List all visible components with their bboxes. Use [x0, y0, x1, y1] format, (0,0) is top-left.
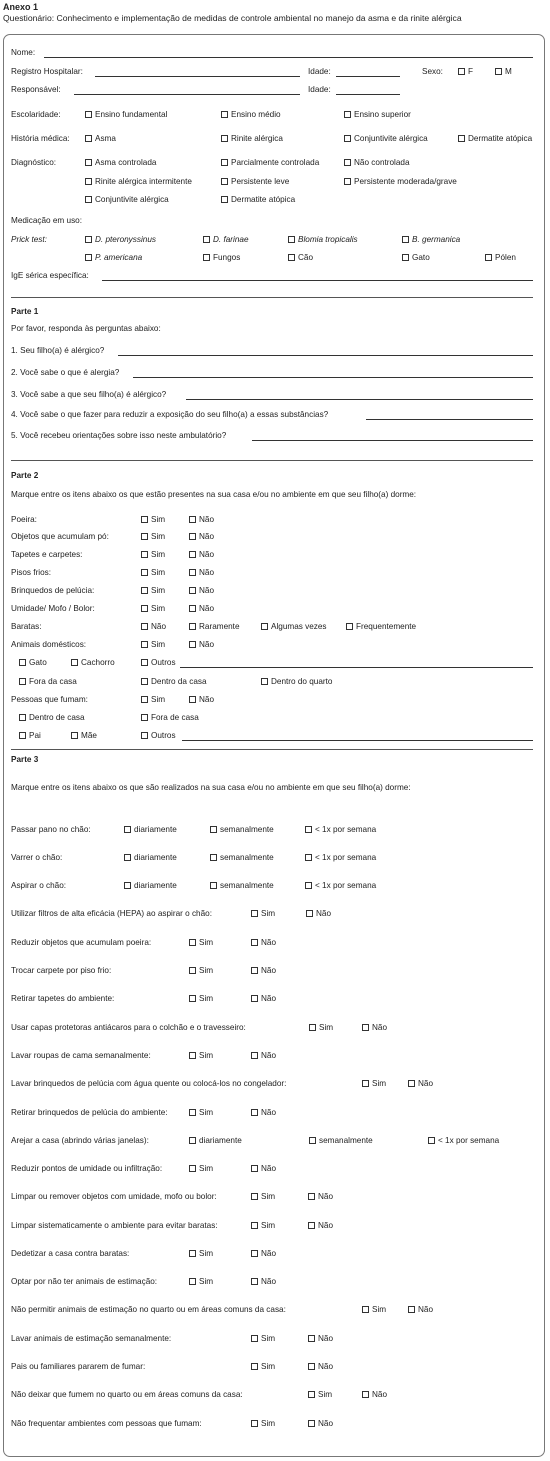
idade-field[interactable]: [336, 76, 400, 77]
q3-label: 3. Você sabe a que seu filho(a) é alérgico?: [11, 390, 167, 399]
p3-item-2-semanalmente-checkbox[interactable]: [210, 854, 217, 861]
q1-label: 1. Seu filho(a) é alérgico?: [11, 346, 105, 355]
prick-fungos-checkbox[interactable]: [203, 254, 210, 261]
p2-animais-dentro-quarto-checkbox[interactable]: [261, 678, 268, 685]
p2-objetos-sim-checkbox[interactable]: [141, 533, 148, 540]
p2-animais-cachorro-label: Cachorro: [81, 658, 115, 667]
p2-objetos-label: Objetos que acumulam pó:: [11, 532, 109, 541]
p2-brinquedos-sim-label: Sim: [151, 586, 166, 595]
prick-polen-label: Pólen: [495, 253, 516, 262]
p2-poeira-nao-checkbox[interactable]: [189, 516, 196, 523]
p2-fumam-outros-label: Outros: [151, 731, 176, 740]
p2-baratas-nao-label: Não: [151, 622, 167, 631]
p2-fumam-nao-checkbox[interactable]: [189, 696, 196, 703]
p3-item-12-diariamente-checkbox[interactable]: [189, 1137, 196, 1144]
p2-pisos-sim-label: Sim: [151, 568, 166, 577]
p3-item-2-menos1x-label: < 1x por semana: [315, 853, 377, 862]
p2-animais-outros-label: Outros: [151, 658, 176, 667]
p3-item-8-label: Usar capas protetoras antiácaros para o colchão e o travesseiro:: [11, 1023, 246, 1032]
p3-item-16-nao-checkbox[interactable]: [251, 1250, 258, 1257]
diag-dermatite-checkbox[interactable]: [221, 196, 228, 203]
p2-tapetes-label: Tapetes e carpetes:: [11, 550, 83, 559]
q2-label: 2. Você sabe o que é alergia?: [11, 368, 120, 377]
p3-item-22-sim-checkbox[interactable]: [251, 1420, 258, 1427]
esc-fundamental-label: Ensino fundamental: [95, 110, 168, 119]
idade-resp-label: Idade:: [308, 85, 331, 94]
p3-item-21-nao-label: Não: [372, 1390, 388, 1399]
p2-fumam-label: Pessoas que fumam:: [11, 695, 88, 704]
hist-asma-label: Asma: [95, 134, 116, 143]
p2-animais-fora-checkbox[interactable]: [19, 678, 26, 685]
p3-item-14-nao-checkbox[interactable]: [308, 1193, 315, 1200]
p3-item-16-label: Dedetizar a casa contra baratas:: [11, 1249, 130, 1258]
prick-gato-checkbox[interactable]: [402, 254, 409, 261]
sexo-f-label: F: [468, 67, 474, 76]
p3-item-2-menos1x-checkbox[interactable]: [305, 854, 312, 861]
hist-rinite-checkbox[interactable]: [221, 135, 228, 142]
registro-field[interactable]: [95, 76, 300, 77]
p3-item-5-nao-label: Não: [261, 938, 277, 947]
p2-baratas-raramente-checkbox[interactable]: [189, 623, 196, 630]
p3-item-17-sim-label: Sim: [199, 1277, 214, 1286]
p3-item-10-sim-label: Sim: [372, 1079, 387, 1088]
p3-item-4-label: Utilizar filtros de alta eficácia (HEPA) ao aspirar o chão:: [11, 909, 212, 918]
p3-item-11-sim-label: Sim: [199, 1108, 214, 1117]
p3-item-2-semanalmente-label: semanalmente: [220, 853, 274, 862]
p3-item-18-sim-checkbox[interactable]: [362, 1306, 369, 1313]
hist-dermatite-label: Dermatite atópica: [468, 134, 533, 143]
parte2-intro: Marque entre os itens abaixo os que estão presentes na sua casa e/ou no ambiente em que seu filho(a) dorme:: [11, 490, 417, 499]
diag-asma-controlada-checkbox[interactable]: [85, 159, 92, 166]
questionnaire-subtitle: Questionário: Conhecimento e implementação de medidas de controle ambiental no manejo da asma e da rinite alérgica: [3, 13, 462, 23]
prick-fungos-label: Fungos: [213, 253, 241, 262]
hist-conjuntivite-label: Conjuntivite alérgica: [354, 134, 428, 143]
idade-label: Idade:: [308, 67, 331, 76]
q4-answer[interactable]: [366, 419, 533, 420]
p3-item-13-sim-checkbox[interactable]: [189, 1165, 196, 1172]
prick-dpteronyssinus-label: D. pteronyssinus: [95, 235, 156, 244]
p2-objetos-sim-label: Sim: [151, 532, 166, 541]
p3-item-18-nao-label: Não: [418, 1305, 434, 1314]
p2-umidade-nao-checkbox[interactable]: [189, 605, 196, 612]
p3-item-20-sim-checkbox[interactable]: [251, 1363, 258, 1370]
esc-medio-label: Ensino médio: [231, 110, 281, 119]
p3-item-18-label: Não permitir animais de estimação no quarto ou em áreas comuns da casa:: [11, 1305, 286, 1314]
p3-item-7-nao-checkbox[interactable]: [251, 995, 258, 1002]
p2-pisos-label: Pisos frios:: [11, 568, 52, 577]
hist-asma-checkbox[interactable]: [85, 135, 92, 142]
p2-baratas-label: Baratas:: [11, 622, 42, 631]
p2-animais-outros-checkbox[interactable]: [141, 659, 148, 666]
p2-fumam-pai-label: Pai: [29, 731, 41, 740]
p2-poeira-sim-checkbox[interactable]: [141, 516, 148, 523]
diagnostico-label: Diagnóstico:: [11, 158, 57, 167]
p3-item-14-sim-checkbox[interactable]: [251, 1193, 258, 1200]
p2-umidade-label: Umidade/ Mofo / Bolor:: [11, 604, 95, 613]
p3-item-6-nao-checkbox[interactable]: [251, 967, 258, 974]
ige-label: IgE sérica específica:: [11, 271, 89, 280]
p2-tapetes-sim-label: Sim: [151, 550, 166, 559]
p2-animais-gato-label: Gato: [29, 658, 47, 667]
p2-tapetes-sim-checkbox[interactable]: [141, 551, 148, 558]
p3-item-3-diariamente-checkbox[interactable]: [124, 882, 131, 889]
p2-tapetes-nao-checkbox[interactable]: [189, 551, 196, 558]
diag-parcialmente-checkbox[interactable]: [221, 159, 228, 166]
p2-fumam-outros-checkbox[interactable]: [141, 732, 148, 739]
p3-item-1-semanalmente-checkbox[interactable]: [210, 826, 217, 833]
p3-item-14-nao-label: Não: [318, 1192, 334, 1201]
sexo-label: Sexo:: [422, 67, 443, 76]
p3-item-1-diariamente-label: diariamente: [134, 825, 177, 834]
p2-brinquedos-sim-checkbox[interactable]: [141, 587, 148, 594]
p2-brinquedos-nao-checkbox[interactable]: [189, 587, 196, 594]
p3-item-22-sim-label: Sim: [261, 1419, 276, 1428]
prick-polen-checkbox[interactable]: [485, 254, 492, 261]
p3-item-15-nao-checkbox[interactable]: [308, 1222, 315, 1229]
parte3-intro: Marque entre os itens abaixo os que são realizados na sua casa e/ou no ambiente em que seu filho(a) dorme:: [11, 783, 411, 792]
p2-pisos-sim-checkbox[interactable]: [141, 569, 148, 576]
parte1-intro: Por favor, responda às perguntas abaixo:: [11, 324, 161, 333]
responsavel-field[interactable]: [74, 94, 300, 95]
prick-gato-label: Gato: [412, 253, 430, 262]
p3-item-7-sim-checkbox[interactable]: [189, 995, 196, 1002]
p3-item-2-diariamente-checkbox[interactable]: [124, 854, 131, 861]
p3-item-18-sim-label: Sim: [372, 1305, 387, 1314]
prick-bgermanica-checkbox[interactable]: [402, 236, 409, 243]
p2-brinquedos-nao-label: Não: [199, 586, 215, 595]
p3-item-3-menos1x-label: < 1x por semana: [315, 881, 377, 890]
p2-fumam-dentro-label: Dentro de casa: [29, 713, 85, 722]
p2-fumam-fora-label: Fora de casa: [151, 713, 199, 722]
esc-fundamental-checkbox[interactable]: [85, 111, 92, 118]
p3-item-8-nao-checkbox[interactable]: [362, 1024, 369, 1031]
parte1-title: Parte 1: [11, 307, 39, 316]
p3-item-5-nao-checkbox[interactable]: [251, 939, 258, 946]
p2-fumam-fora-checkbox[interactable]: [141, 714, 148, 721]
esc-medio-checkbox[interactable]: [221, 111, 228, 118]
diag-persistente-moderada-label: Persistente moderada/grave: [354, 177, 457, 186]
p3-item-5-sim-checkbox[interactable]: [189, 939, 196, 946]
p2-animais-nao-checkbox[interactable]: [189, 641, 196, 648]
p3-item-9-nao-label: Não: [261, 1051, 277, 1060]
q5-label: 5. Você recebeu orientações sobre isso neste ambulatório?: [11, 431, 227, 440]
q2-answer[interactable]: [133, 377, 533, 378]
p3-item-6-sim-label: Sim: [199, 966, 214, 975]
hist-conjuntivite-checkbox[interactable]: [344, 135, 351, 142]
p2-animais-fora-label: Fora da casa: [29, 677, 77, 686]
q5-answer[interactable]: [252, 440, 533, 441]
p3-item-21-label: Não deixar que fumem no quarto ou em áreas comuns da casa:: [11, 1390, 243, 1399]
p3-item-21-nao-checkbox[interactable]: [362, 1391, 369, 1398]
p2-baratas-frequentemente-label: Frequentemente: [356, 622, 417, 631]
p3-item-8-sim-checkbox[interactable]: [309, 1024, 316, 1031]
p3-item-12-menos1x-checkbox[interactable]: [428, 1137, 435, 1144]
p3-item-3-semanalmente-checkbox[interactable]: [210, 882, 217, 889]
p3-item-5-sim-label: Sim: [199, 938, 214, 947]
p2-baratas-raramente-label: Raramente: [199, 622, 240, 631]
prick-dpteronyssinus-checkbox[interactable]: [85, 236, 92, 243]
p3-item-1-label: Passar pano no chão:: [11, 825, 91, 834]
p3-item-8-sim-label: Sim: [319, 1023, 334, 1032]
p2-animais-dentro-quarto-label: Dentro do quarto: [271, 677, 333, 686]
responsavel-label: Responsável:: [11, 85, 61, 94]
diag-rinite-intermitente-label: Rinite alérgica intermitente: [95, 177, 192, 186]
p3-item-12-diariamente-label: diariamente: [199, 1136, 242, 1145]
p2-fumam-pai-checkbox[interactable]: [19, 732, 26, 739]
p3-item-13-label: Reduzir pontos de umidade ou infiltração:: [11, 1164, 163, 1173]
p3-item-19-label: Lavar animais de estimação semanalmente:: [11, 1334, 172, 1343]
q1-answer[interactable]: [118, 355, 533, 356]
p2-umidade-nao-label: Não: [199, 604, 215, 613]
p3-item-6-label: Trocar carpete por piso frio:: [11, 966, 112, 975]
p3-item-3-label: Aspirar o chão:: [11, 881, 67, 890]
p3-item-17-label: Optar por não ter animais de estimação:: [11, 1277, 158, 1286]
p3-item-14-label: Limpar ou remover objetos com umidade, mofo ou bolor:: [11, 1192, 217, 1201]
hist-dermatite-checkbox[interactable]: [458, 135, 465, 142]
section-divider: [11, 297, 533, 298]
registro-label: Registro Hospitalar:: [11, 67, 83, 76]
p3-item-11-sim-checkbox[interactable]: [189, 1109, 196, 1116]
p2-poeira-nao-label: Não: [199, 515, 215, 524]
p3-item-20-label: Pais ou familiares pararem de fumar:: [11, 1362, 146, 1371]
p3-item-1-menos1x-label: < 1x por semana: [315, 825, 377, 834]
p3-item-16-sim-checkbox[interactable]: [189, 1250, 196, 1257]
p2-pisos-nao-checkbox[interactable]: [189, 569, 196, 576]
ige-field[interactable]: [102, 280, 533, 281]
p3-item-10-sim-checkbox[interactable]: [362, 1080, 369, 1087]
p2-fumam-nao-label: Não: [199, 695, 215, 704]
p3-item-8-nao-label: Não: [372, 1023, 388, 1032]
p2-fumam-mae-checkbox[interactable]: [71, 732, 78, 739]
p3-item-1-menos1x-checkbox[interactable]: [305, 826, 312, 833]
p3-item-17-sim-checkbox[interactable]: [189, 1278, 196, 1285]
p3-item-9-label: Lavar roupas de cama semanalmente:: [11, 1051, 151, 1060]
p2-objetos-nao-label: Não: [199, 532, 215, 541]
p3-item-2-diariamente-label: diariamente: [134, 853, 177, 862]
prick-pamericana-checkbox[interactable]: [85, 254, 92, 261]
p3-item-16-sim-label: Sim: [199, 1249, 214, 1258]
p2-fumam-dentro-checkbox[interactable]: [19, 714, 26, 721]
p3-item-21-sim-label: Sim: [318, 1390, 333, 1399]
p2-animais-sim-label: Sim: [151, 640, 166, 649]
p3-item-15-label: Limpar sistematicamente o ambiente para evitar baratas:: [11, 1221, 218, 1230]
p2-baratas-algumas-label: Algumas vezes: [271, 622, 327, 631]
p2-brinquedos-label: Brinquedos de pelúcia:: [11, 586, 95, 595]
p2-pisos-nao-label: Não: [199, 568, 215, 577]
p3-item-12-semanalmente-checkbox[interactable]: [309, 1137, 316, 1144]
p3-item-10-nao-label: Não: [418, 1079, 434, 1088]
p3-item-22-nao-label: Não: [318, 1419, 334, 1428]
p3-item-13-sim-label: Sim: [199, 1164, 214, 1173]
p3-item-9-nao-checkbox[interactable]: [251, 1052, 258, 1059]
p3-item-11-nao-label: Não: [261, 1108, 277, 1117]
p2-umidade-sim-label: Sim: [151, 604, 166, 613]
prick-dfarinae-checkbox[interactable]: [203, 236, 210, 243]
diag-nao-controlada-checkbox[interactable]: [344, 159, 351, 166]
form-frame: [3, 34, 545, 1457]
p2-animais-sim-checkbox[interactable]: [141, 641, 148, 648]
p3-item-15-sim-checkbox[interactable]: [251, 1222, 258, 1229]
diag-parcialmente-label: Parcialmente controlada: [231, 158, 320, 167]
escolaridade-label: Escolaridade:: [11, 110, 61, 119]
p3-item-19-nao-checkbox[interactable]: [308, 1335, 315, 1342]
esc-superior-checkbox[interactable]: [344, 111, 351, 118]
medicacao-label: Medicação em uso:: [11, 216, 82, 225]
p3-item-7-sim-label: Sim: [199, 994, 214, 1003]
p3-item-3-semanalmente-label: semanalmente: [220, 881, 274, 890]
p3-item-17-nao-checkbox[interactable]: [251, 1278, 258, 1285]
section-divider: [11, 749, 533, 750]
diag-nao-controlada-label: Não controlada: [354, 158, 410, 167]
p3-item-4-nao-label: Não: [316, 909, 332, 918]
p3-item-12-semanalmente-label: semanalmente: [319, 1136, 373, 1145]
p3-item-1-semanalmente-label: semanalmente: [220, 825, 274, 834]
prick-pamericana-label: P. americana: [95, 253, 143, 262]
p2-poeira-label: Poeira:: [11, 515, 37, 524]
p2-baratas-frequentemente-checkbox[interactable]: [346, 623, 353, 630]
prick-blomia-checkbox[interactable]: [288, 236, 295, 243]
p3-item-3-diariamente-label: diariamente: [134, 881, 177, 890]
p3-item-13-nao-label: Não: [261, 1164, 277, 1173]
p3-item-21-sim-checkbox[interactable]: [308, 1391, 315, 1398]
p3-item-20-nao-label: Não: [318, 1362, 334, 1371]
p3-item-4-nao-checkbox[interactable]: [306, 910, 313, 917]
p2-animais-label: Animais domésticos:: [11, 640, 87, 649]
diag-conjuntivite-label: Conjuntivite alérgica: [95, 195, 169, 204]
section-divider: [11, 460, 533, 461]
p3-item-18-nao-checkbox[interactable]: [408, 1306, 415, 1313]
p2-baratas-nao-checkbox[interactable]: [141, 623, 148, 630]
sexo-m-checkbox[interactable]: [495, 68, 502, 75]
p2-animais-outros-field[interactable]: [180, 667, 533, 668]
esc-superior-label: Ensino superior: [354, 110, 411, 119]
p3-item-1-diariamente-checkbox[interactable]: [124, 826, 131, 833]
p3-item-20-sim-label: Sim: [261, 1362, 276, 1371]
p2-fumam-outros-field[interactable]: [182, 740, 533, 741]
diag-rinite-intermitente-checkbox[interactable]: [85, 178, 92, 185]
p3-item-20-nao-checkbox[interactable]: [308, 1363, 315, 1370]
diag-dermatite-label: Dermatite atópica: [231, 195, 296, 204]
p3-item-15-nao-label: Não: [318, 1221, 334, 1230]
p3-item-11-nao-checkbox[interactable]: [251, 1109, 258, 1116]
prick-bgermanica-label: B. germanica: [412, 235, 461, 244]
prick-cao-checkbox[interactable]: [288, 254, 295, 261]
p2-tapetes-nao-label: Não: [199, 550, 215, 559]
p3-item-22-label: Não frequentar ambientes com pessoas que fumam:: [11, 1419, 202, 1428]
p2-fumam-sim-checkbox[interactable]: [141, 696, 148, 703]
p3-item-9-sim-label: Sim: [199, 1051, 214, 1060]
hist-rinite-label: Rinite alérgica: [231, 134, 283, 143]
q4-label: 4. Você sabe o que fazer para reduzir a exposição do seu filho(a) a essas substâncias?: [11, 410, 329, 419]
p3-item-10-label: Lavar brinquedos de pelúcia com água quente ou colocá-los no congelador:: [11, 1079, 287, 1088]
p3-item-6-sim-checkbox[interactable]: [189, 967, 196, 974]
p3-item-4-sim-label: Sim: [261, 909, 276, 918]
diag-asma-controlada-label: Asma controlada: [95, 158, 157, 167]
parte2-title: Parte 2: [11, 471, 39, 480]
p2-animais-dentro-casa-label: Dentro da casa: [151, 677, 207, 686]
prick-cao-label: Cão: [298, 253, 314, 262]
diag-conjuntivite-checkbox[interactable]: [85, 196, 92, 203]
p3-item-10-nao-checkbox[interactable]: [408, 1080, 415, 1087]
diag-persistente-leve-label: Persistente leve: [231, 177, 290, 186]
p2-fumam-mae-label: Mãe: [81, 731, 97, 740]
p3-item-7-nao-label: Não: [261, 994, 277, 1003]
p3-item-17-nao-label: Não: [261, 1277, 277, 1286]
p3-item-19-nao-label: Não: [318, 1334, 334, 1343]
p2-animais-gato-checkbox[interactable]: [19, 659, 26, 666]
p2-poeira-sim-label: Sim: [151, 515, 166, 524]
p3-item-22-nao-checkbox[interactable]: [308, 1420, 315, 1427]
p2-fumam-sim-label: Sim: [151, 695, 166, 704]
p3-item-9-sim-checkbox[interactable]: [189, 1052, 196, 1059]
idade-resp-field[interactable]: [336, 94, 400, 95]
sexo-m-label: M: [505, 67, 512, 76]
p3-item-19-sim-label: Sim: [261, 1334, 276, 1343]
p2-animais-dentro-casa-checkbox[interactable]: [141, 678, 148, 685]
parte3-title: Parte 3: [11, 755, 39, 764]
nome-label: Nome:: [11, 48, 36, 57]
p3-item-2-label: Varrer o chão:: [11, 853, 63, 862]
p3-item-11-label: Retirar brinquedos de pelúcia do ambiente:: [11, 1108, 168, 1117]
p3-item-13-nao-checkbox[interactable]: [251, 1165, 258, 1172]
p3-item-12-menos1x-label: < 1x por semana: [438, 1136, 500, 1145]
p3-item-16-nao-label: Não: [261, 1249, 277, 1258]
p3-item-4-sim-checkbox[interactable]: [251, 910, 258, 917]
p2-umidade-sim-checkbox[interactable]: [141, 605, 148, 612]
diag-persistente-moderada-checkbox[interactable]: [344, 178, 351, 185]
p2-animais-cachorro-checkbox[interactable]: [71, 659, 78, 666]
p2-baratas-algumas-checkbox[interactable]: [261, 623, 268, 630]
prick-blomia-label: Blomia tropicalis: [298, 235, 358, 244]
p3-item-19-sim-checkbox[interactable]: [251, 1335, 258, 1342]
q3-answer[interactable]: [186, 399, 533, 400]
p3-item-6-nao-label: Não: [261, 966, 277, 975]
diag-persistente-leve-checkbox[interactable]: [221, 178, 228, 185]
sexo-f-checkbox[interactable]: [458, 68, 465, 75]
p3-item-5-label: Reduzir objetos que acumulam poeira:: [11, 938, 152, 947]
p3-item-7-label: Retirar tapetes do ambiente:: [11, 994, 115, 1003]
p3-item-12-label: Arejar a casa (abrindo várias janelas):: [11, 1136, 149, 1145]
annex-title: Anexo 1: [3, 2, 39, 12]
p3-item-3-menos1x-checkbox[interactable]: [305, 882, 312, 889]
p2-objetos-nao-checkbox[interactable]: [189, 533, 196, 540]
p3-item-14-sim-label: Sim: [261, 1192, 276, 1201]
prick-dfarinae-label: D. farinae: [213, 235, 249, 244]
historia-label: História médica:: [11, 134, 70, 143]
p2-animais-nao-label: Não: [199, 640, 215, 649]
prick-label: Prick test:: [11, 235, 47, 244]
p3-item-15-sim-label: Sim: [261, 1221, 276, 1230]
nome-field[interactable]: [44, 57, 533, 58]
